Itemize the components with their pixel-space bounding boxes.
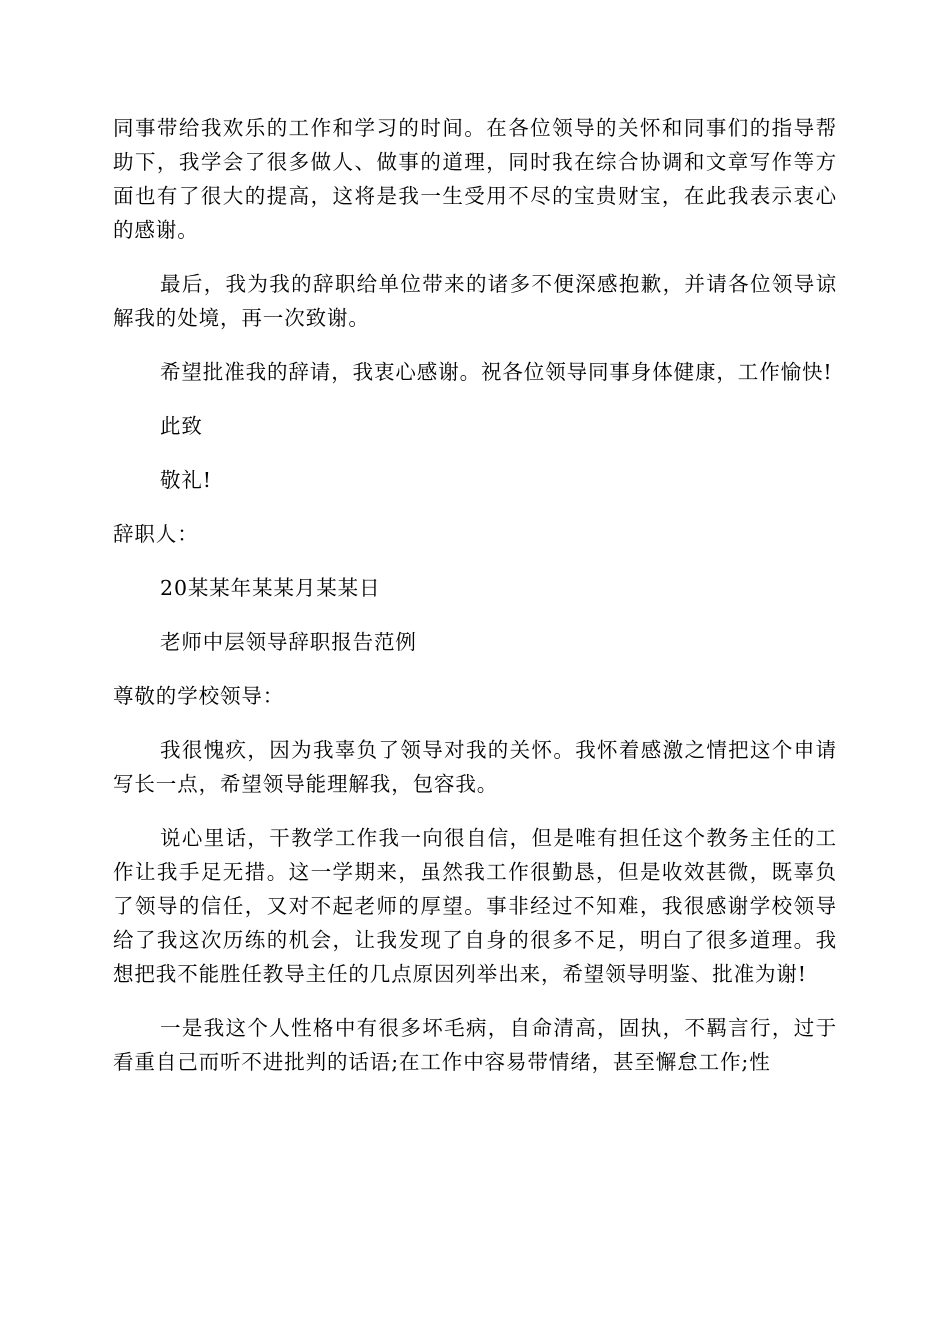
closing-salutation: 此致 <box>160 414 203 438</box>
paragraph-reasons: 说心里话，干教学工作我一向很自信，但是唯有担任这个教务主任的工作让我手足无措。这一学期来，虽然我工作很勤恳，但是收效甚微，既辜负了领导的信任，又对不起老师的厚望。事非经过不知难，我很感谢学校领导给了我这次历练的机会，让我发现了自身的很多不足，明白了很多道理。我想把我不能胜任教导主任的几点原因列举出来，希望领导明鉴、批准为谢! <box>113 826 837 986</box>
paragraph-first-reason: 一是我这个人性格中有很多坏毛病，自命清高，固执，不羁言行，过于看重自己而听不进批判的话语;在工作中容易带情绪，甚至懈怠工作;性 <box>113 1016 837 1074</box>
paragraph-wishes: 希望批准我的辞请，我衷心感谢。祝各位领导同事身体健康，工作愉快! <box>160 360 833 384</box>
signature-label: 辞职人： <box>113 522 199 546</box>
document-body <box>113 111 837 1079</box>
closing-regards: 敬礼! <box>160 468 212 492</box>
section-title: 老师中层领导辞职报告范例 <box>160 630 417 654</box>
paragraph-apology: 最后，我为我的辞职给单位带来的诸多不便深感抱歉，并请各位领导谅解我的处境，再一次致谢。 <box>113 272 837 330</box>
date-line: 20某某年某某月某某日 <box>160 576 381 600</box>
paragraph-gratitude: 同事带给我欢乐的工作和学习的时间。在各位领导的关怀和同事们的指导帮助下，我学会了很多做人、做事的道理，同时我在综合协调和文章写作等方面也有了很大的提高，这将是我一生受用不尽的宝贵财宝，在此我表示衷心的感谢。 <box>113 116 837 242</box>
paragraph-guilt: 我很愧疚，因为我辜负了领导对我的关怀。我怀着感激之情把这个申请写长一点，希望领导能理解我，包容我。 <box>113 738 837 796</box>
letter-greeting: 尊敬的学校领导： <box>113 684 285 708</box>
